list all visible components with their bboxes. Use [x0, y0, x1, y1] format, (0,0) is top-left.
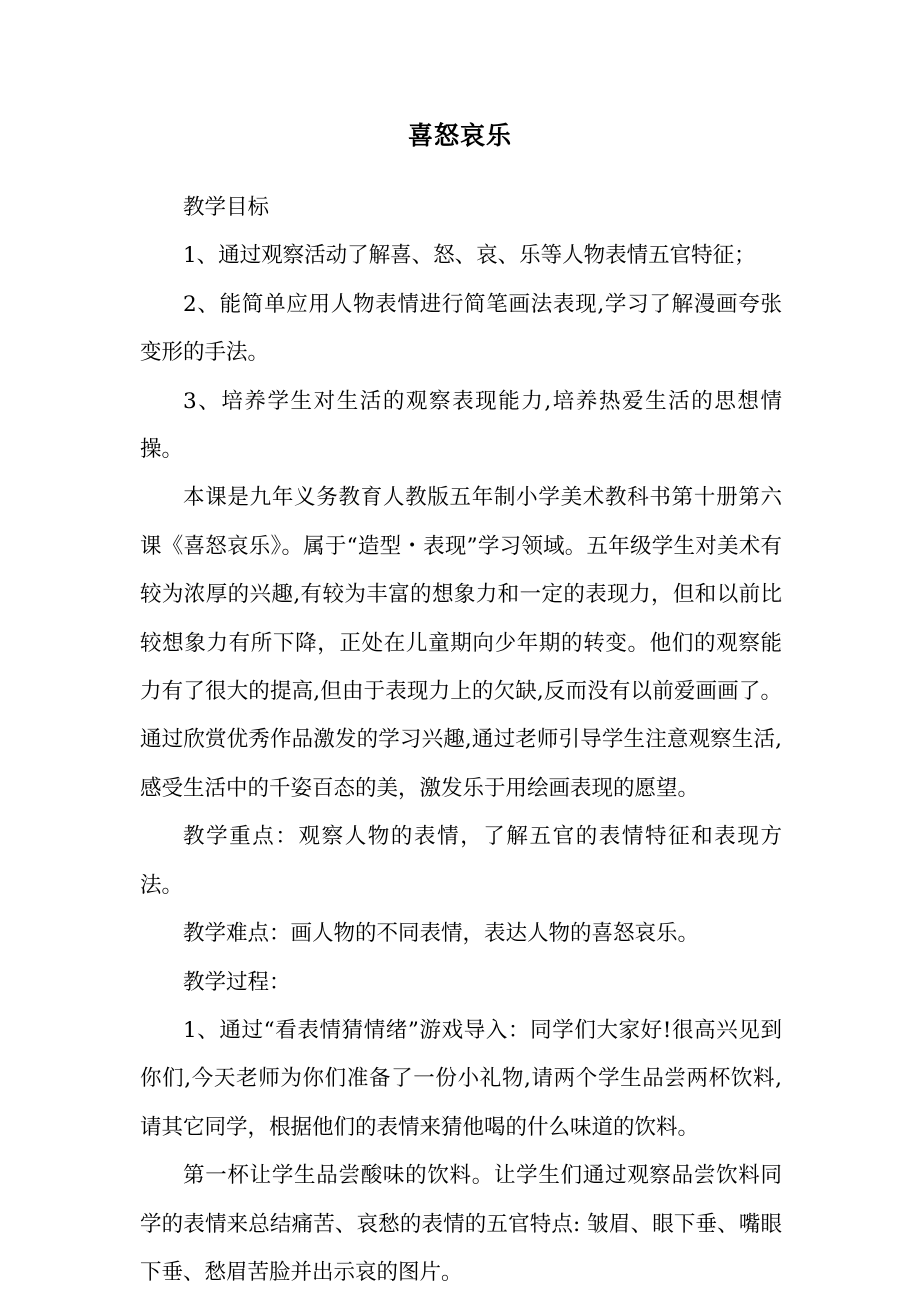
paragraph-objective-3: 3、培养学生对生活的观察表现能力,培养热爱生活的思想情操。 [140, 388, 782, 463]
paragraph-process-step-1: 1、通过“看表情猜情绪”游戏导入：同学们大家好!很高兴见到你们,今天老师为你们准备了一份小礼物,请两个学生品尝两杯饮料,请其它同学，根据他们的表情来猜他喝的什么味道的饮料。 [140, 1017, 782, 1140]
paragraph-objectives-heading: 教学目标 [183, 195, 270, 220]
paragraph-first-cup: 第一杯让学生品尝酸味的饮料。让学生们通过观察品尝饮料同学的表情来总结痛苦、哀愁的表情的五官特点: 皱眉、眼下垂、嘴眼下垂、愁眉苦脸并出示哀的图片。 [140, 1163, 782, 1285]
paragraph-objective-2: 2、能简单应用人物表情进行简笔画法表现,学习了解漫画夸张变形的手法。 [140, 291, 782, 366]
paragraph-difficulties: 教学难点：画人物的不同表情，表达人物的喜怒哀乐。 [183, 921, 700, 947]
paragraph-process-heading: 教学过程： [183, 969, 291, 995]
paragraph-objective-1: 1、通过观察活动了解喜、怒、哀、乐等人物表情五官特征； [183, 243, 756, 269]
document-body [140, 184, 782, 1297]
document-title: 喜怒哀乐 [407, 121, 512, 150]
paragraph-key-points: 教学重点：观察人物的表情，了解五官的表情特征和表现方法。 [140, 824, 782, 898]
paragraph-lesson-analysis: 本课是九年义务教育人教版五年制小学美术教科书第十册第六课《喜怒哀乐》。属于“造型・表现”学习领域。五年级学生对美术有较为浓厚的兴趣,有较为丰富的想象力和一定的表现力，但和以前比较想象力有所下降，正处在儿童期向少年期的转变。他们的观察能力有了很大的提高,但由于表现力上的欠缺,反而没有以前爱画画了。通过欣赏优秀作品激发的学习兴趣,通过老师引导学生注意观察生活,感受生活中的千姿百态的美，激发乐于用绘画表现的愿望。 [140, 485, 782, 801]
